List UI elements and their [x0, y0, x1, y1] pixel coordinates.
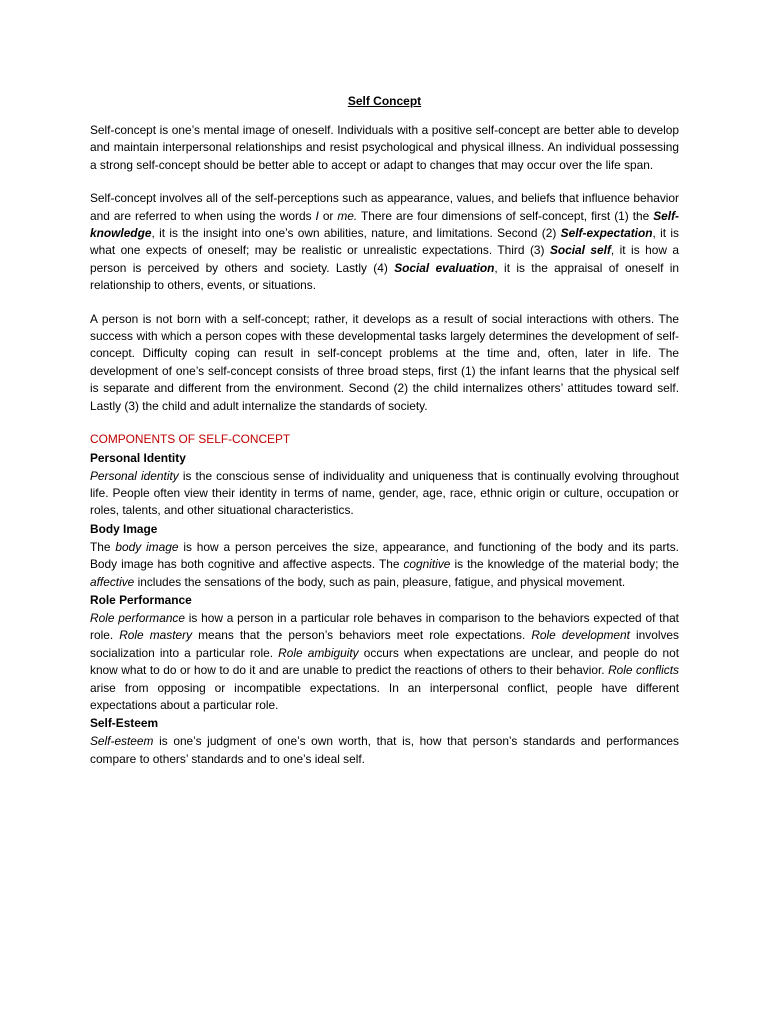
text-span: There are four dimensions of self-concept, first (1) the — [357, 208, 654, 223]
text-span: is how a person perceives the size, appearance, and functioning of the body and its parts. Body image has both cognitive and affective aspects. The — [90, 539, 679, 572]
page-title: Self Concept — [347, 94, 422, 108]
text-span: , it is what one expects of oneself; may be realistic or unrealistic expectations. Third (3) — [90, 226, 679, 258]
subheading-personal-identity: Personal Identity — [90, 450, 186, 465]
dimension-term: Self-knowledge — [90, 208, 680, 241]
term: Role conflicts — [608, 663, 679, 678]
dimension-term: Social self — [549, 243, 611, 258]
term: Role ambiguity — [278, 645, 359, 660]
section-heading: COMPONENTS OF SELF-CONCEPT — [90, 432, 291, 447]
subheading-role-performance: Role Performance — [90, 592, 192, 607]
term: Personal identity — [90, 468, 179, 483]
dimension-term: Social evaluation — [394, 260, 495, 275]
text-span: arise from opposing or incompatible expectations. In an interpersonal conflict, people have different expectations about a particular role. — [90, 680, 679, 712]
text-span: is the knowledge of the material body; the — [450, 557, 679, 572]
text-span: is how a person in a particular role behaves in comparison to the behaviors expected of that role. — [90, 610, 679, 643]
text-span: involves socialization into a particular role. — [90, 628, 679, 660]
term: Role mastery — [119, 628, 193, 643]
text-span: is the conscious sense of individuality and uniqueness that is continually evolving throughout life. People often view their identity in terms of name, gender, age, race, ethnic origin or culture, occupation or roles, talents, and other situational characteristics. — [90, 468, 679, 518]
italic-word: me. — [337, 208, 358, 223]
subheading-self-esteem: Self-Esteem — [90, 716, 159, 731]
text-span: The — [90, 539, 116, 554]
intro-paragraph-2 — [90, 190, 679, 294]
term: Role development — [531, 628, 630, 643]
text-span: means that the person’s behaviors meet role expectations. — [192, 628, 532, 643]
dimension-term: Self-expectation — [560, 226, 653, 241]
text-span: Self-concept involves all of the self-perceptions such as appearance, values, and beliefs that influence behavior and are referred to when using the words — [90, 191, 679, 223]
self-esteem-paragraph — [90, 733, 679, 768]
italic-word: I — [315, 208, 319, 223]
term: Self-esteem — [90, 734, 154, 749]
text-span: , it is how a person is perceived by others and society. Lastly (4) — [90, 243, 679, 275]
role-performance-paragraph — [90, 610, 679, 714]
text-span: , it is the insight into one’s own abilities, nature, and limitations. Second (2) — [151, 226, 561, 241]
text-span: , it is the appraisal of oneself in relationship to others, events, or situations. — [90, 260, 680, 293]
text-span: includes the sensations of the body, such as pain, pleasure, fatigue, and physical movement. — [134, 574, 626, 589]
text-span: or — [318, 208, 338, 223]
subheading-body-image: Body Image — [90, 521, 158, 536]
body-image-paragraph — [90, 539, 679, 591]
intro-paragraph-1: Self-concept is one’s mental image of oneself. Individuals with a positive self-concept are better able to develop and maintain interpersonal relationships and resist psychological and physical illness. An individual possessing a strong self-concept should be better able to accept or adapt to changes that may occur over the life span. — [90, 123, 679, 172]
term: cognitive — [403, 557, 451, 572]
term: affective — [90, 574, 135, 589]
term: Role performance — [90, 610, 185, 625]
personal-identity-paragraph — [90, 468, 679, 520]
term: body image — [115, 539, 179, 554]
intro-paragraph-3: A person is not born with a self-concept; rather, it develops as a result of social interactions with others. The success with which a person copes with these developmental tasks largely determines the development of self-concept. Difficulty coping can result in self-concept problems at the time and, often, later in life. The development of one’s self-concept consists of three broad steps, first (1) the infant learns that the physical self is separate and different from the environment. Second (2) the child internalizes others’ attitudes toward self. Lastly (3) the child and adult internalize the standards of society. — [90, 311, 679, 413]
text-span: is one’s judgment of one’s own worth, that is, how that person’s standards and performances compare to others’ standards and to one’s ideal self. — [90, 734, 679, 766]
text-span: occurs when expectations are unclear, and people do not know what to do or how to do it and are unable to predict the reactions of others to their behavior. — [90, 645, 680, 678]
